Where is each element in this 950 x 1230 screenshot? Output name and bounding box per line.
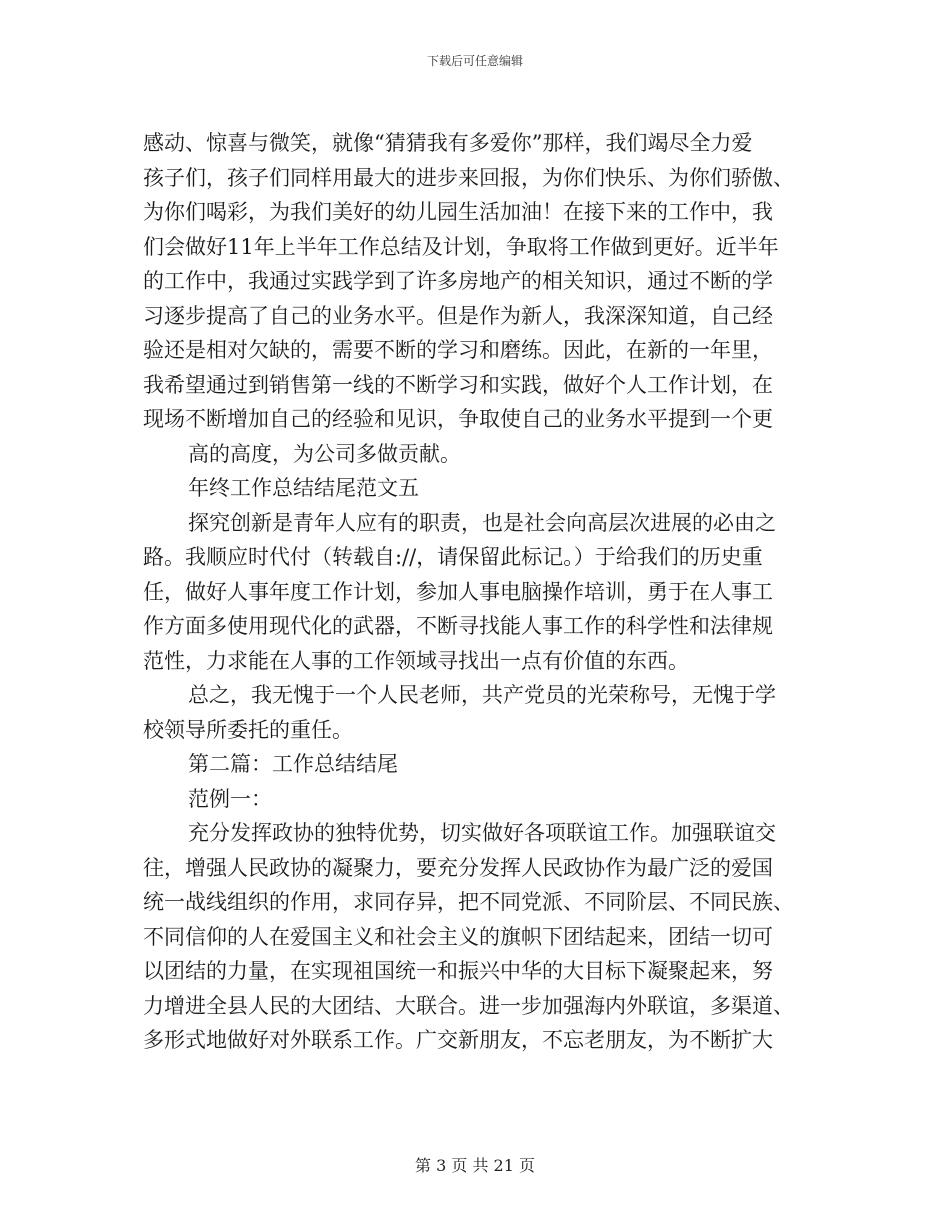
text-line: 作方面多使用现代化的武器，不断寻找能人事工作的科学性和法律规: [143, 614, 773, 638]
text-line: 任，做好人事年度工作计划，参加人事电脑操作培训，勇于在人事工: [143, 579, 773, 604]
text-line: 的工作中，我通过实践学到了许多房地产的相关知识，通过不断的学: [143, 269, 773, 293]
text-line: 感动、惊喜与微笑，就像“猜猜我有多爱你”那样，我们竭尽全力爱: [143, 131, 753, 155]
section-heading: 第二篇：工作总结结尾: [188, 752, 398, 776]
text-line: 校领导所委托的重任。: [143, 717, 353, 742]
text-line: 不同信仰的人在爱国主义和社会主义的旗帜下团结起来，团结一切可: [143, 924, 773, 949]
page-header-note: 下载后可任意编辑: [426, 54, 523, 68]
text-line: 我希望通过到销售第一线的不断学习和实践，做好个人工作计划，在: [143, 372, 773, 397]
text-line: 往，增强人民政协的凝聚力，要充分发挥人民政协作为最广泛的爱国: [143, 855, 773, 880]
section-subheading: 范例一：: [188, 786, 272, 811]
text-line: 范性，力求能在人事的工作领域寻找出一点有价值的东西。: [143, 648, 689, 673]
text-line: 验还是相对欠缺的，需要不断的学习和磨练。因此，在新的一年里，: [143, 338, 773, 362]
text-line: 总之，我无愧于一个人民老师，共产党员的光荣称号，无愧于学: [188, 683, 776, 707]
text-line: 力增进全县人民的大团结、大联合。进一步加强海内外联谊，多渠道、: [143, 993, 794, 1018]
text-line: 多形式地做好对外联系工作。广交新朋友，不忘老朋友，为不断扩大: [143, 1028, 773, 1052]
text-line: 高的高度，为公司多做贡献。: [188, 441, 461, 466]
text-line: 现场不断增加自己的经验和见识，争取使自己的业务水平提到一个更: [143, 407, 773, 431]
page-number: 第 3 页 共 21 页: [415, 1156, 535, 1175]
section-heading: 年终工作总结结尾范文五: [188, 476, 419, 500]
text-line: 路。我顺应时代付（转载自://，请保留此标记。）于给我们的历史重: [143, 545, 763, 569]
text-line: 们会做好11年上半年工作总结及计划，争取将工作做到更好。近半年: [143, 234, 779, 259]
text-line: 习逐步提高了自己的业务水平。但是作为新人，我深深知道，自己经: [143, 303, 773, 328]
text-line: 充分发挥政协的独特优势，切实做好各项联谊工作。加强联谊交: [188, 821, 776, 845]
document-body: [143, 126, 803, 1058]
text-line: 孩子们，孩子们同样用最大的进步来回报，为你们快乐、为你们骄傲、: [143, 165, 794, 190]
text-line: 统一战线组织的作用，求同存异，把不同党派、不同阶层、不同民族、: [143, 890, 794, 914]
text-line: 为你们喝彩，为我们美好的幼儿园生活加油！在接下来的工作中，我: [143, 200, 773, 224]
text-line: 以团结的力量，在实现祖国统一和振兴中华的大目标下凝聚起来，努: [143, 959, 773, 983]
text-line: 探究创新是青年人应有的职责，也是社会向高层次进展的必由之: [188, 510, 776, 535]
